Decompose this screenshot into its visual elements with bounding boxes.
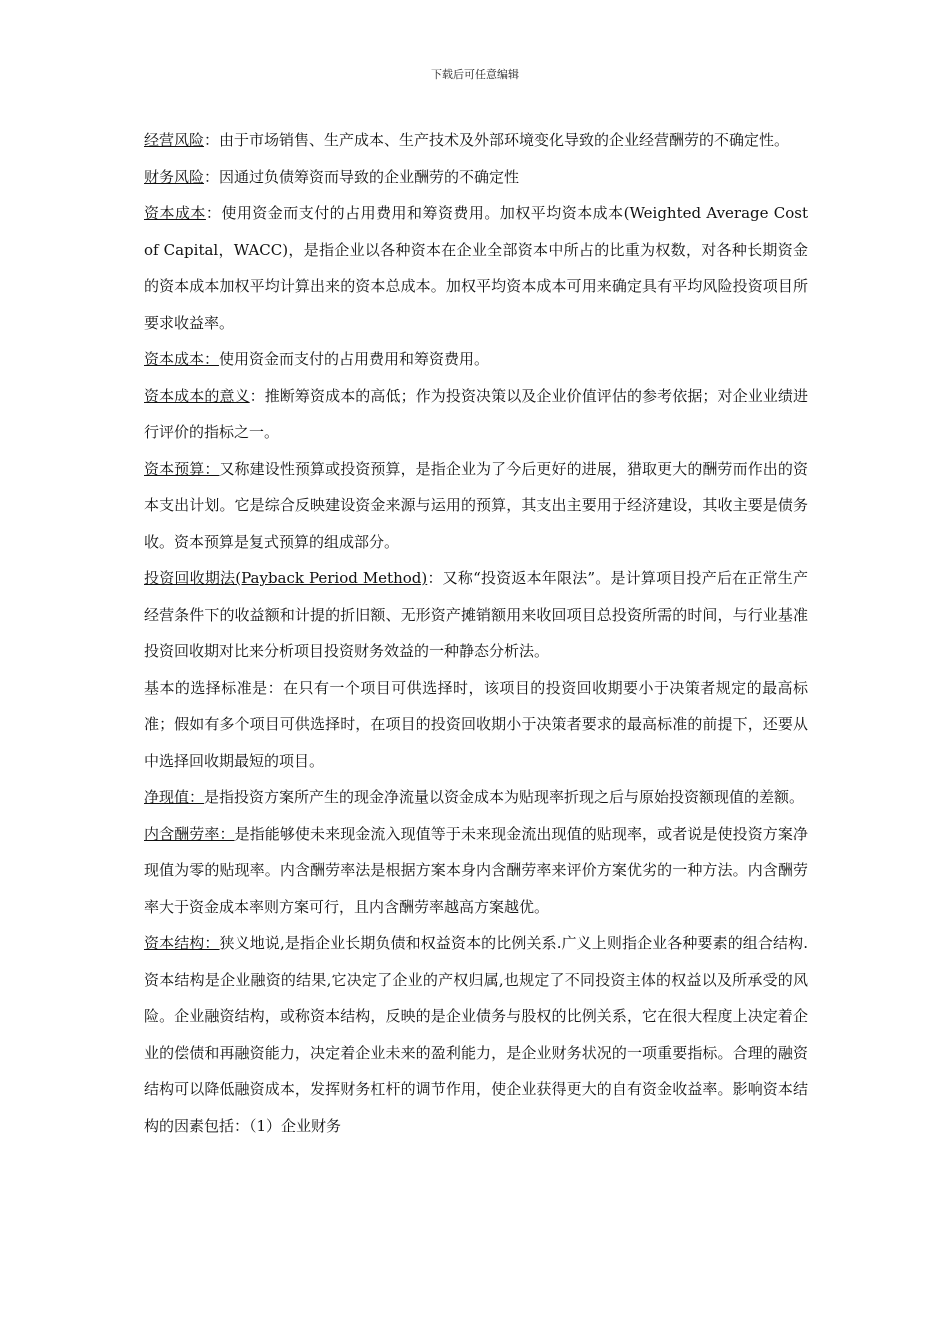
paragraph-cost-of-capital-2 bbox=[144, 341, 808, 378]
paragraph-irr bbox=[144, 816, 808, 926]
definition: 是指能够使未来现金流入现值等于未来现金流出现值的贴现率，或者说是使投资方案净现值为零的贴现率。内含酬劳率法是根据方案本身内含酬劳率来评价方案优劣的一种方法。内含酬劳率大于资金成本率则方案可行，且内含酬劳率越高方案越优。 bbox=[144, 824, 808, 916]
term: 净现值： bbox=[144, 788, 205, 806]
term: 资本成本的意义 bbox=[144, 386, 250, 405]
definition: ：又称“投资返本年限法”。是计算项目投产后在正常生产经营条件下的收益额和计提的折旧额、无形资产摊销额用来收回项目总投资所需的时间，与行业基准投资回收期对比来分析项目投资财务效益的一种静态分析法。 bbox=[144, 569, 808, 660]
definition: 狭义地说,是指企业长期负债和权益资本的比例关系.广义上则指企业各种要素的组合结构.资本结构是企业融资的结果,它决定了企业的产权归属,也规定了不同投资主体的权益以及所承受的风险。企业融资结构，或称资本结构，反映的是企业债务与股权的比例关系，它在很大程度上决定着企业的偿债和再融资能力，决定着企业未来的盈利能力，是企业财务状况的一项重要指标。合理的融资结构可以降低融资成本，发挥财务杠杆的调节作用，使企业获得更大的自有资金收益率。影响资本结构的因素包括：（1）企业财务 bbox=[144, 934, 808, 1135]
definition: ：推断筹资成本的高低；作为投资决策以及企业价值评估的参考依据；对企业业绩进行评价的指标之一。 bbox=[144, 386, 808, 441]
paragraph-capital-budget bbox=[144, 451, 808, 561]
paragraph-capital-structure bbox=[144, 925, 808, 1144]
paragraph-cost-of-capital bbox=[144, 195, 808, 341]
term: 资本成本 bbox=[144, 204, 206, 222]
definition: ：因通过负债筹资而导致的企业酬劳的不确定性 bbox=[204, 167, 520, 186]
paragraph-financial-risk bbox=[144, 159, 808, 196]
page-header: 下载后可任意编辑 bbox=[431, 68, 519, 81]
paragraph-selection-criteria bbox=[144, 670, 808, 780]
paragraph-cost-of-capital-meaning bbox=[144, 378, 808, 451]
definition: ：使用资金而支付的占用费用和筹资费用。加权平均资本成本(Weighted Average Cost of Capital，WACC)，是指企业以各种资本在企业全部资本中所占的比重为权数，对各种长期资金的资本成本加权平均计算出来的资本总成本。加权平均资本成本可用来确定具有平均风险投资项目所要求收益率。 bbox=[144, 204, 808, 332]
definition: 是指投资方案所产生的现金净流量以资金成本为贴现率折现之后与原始投资额现值的差额。 bbox=[204, 788, 805, 806]
term: 资本成本： bbox=[144, 350, 220, 368]
definition: 基本的选择标准是：在只有一个项目可供选择时，该项目的投资回收期要小于决策者规定的最高标准；假如有多个项目可供选择时，在项目的投资回收期小于决策者要求的最高标准的前提下，还要从中选择回收期最短的项目。 bbox=[144, 678, 808, 770]
term: 投资回收期法(Payback Period Method) bbox=[144, 569, 428, 587]
definition: ：由于市场销售、生产成本、生产技术及外部环境变化导致的企业经营酬劳的不确定性。 bbox=[204, 131, 790, 149]
term: 财务风险 bbox=[144, 167, 205, 186]
term: 内含酬劳率： bbox=[144, 824, 235, 843]
paragraph-business-risk bbox=[144, 122, 808, 159]
paragraph-payback-period bbox=[144, 560, 808, 670]
term: 经营风险 bbox=[144, 131, 205, 149]
term: 资本结构： bbox=[144, 934, 220, 952]
document-body bbox=[144, 122, 808, 1144]
term: 资本预算： bbox=[144, 459, 220, 478]
paragraph-npv bbox=[144, 779, 808, 816]
definition: 使用资金而支付的占用费用和筹资费用。 bbox=[219, 350, 490, 368]
definition: 又称建设性预算或投资预算，是指企业为了今后更好的进展，猎取更大的酬劳而作出的资本支出计划。它是综合反映建设资金来源与运用的预算，其支出主要用于经济建设，其收主要是债务收。资本预算是复式预算的组成部分。 bbox=[144, 459, 808, 551]
